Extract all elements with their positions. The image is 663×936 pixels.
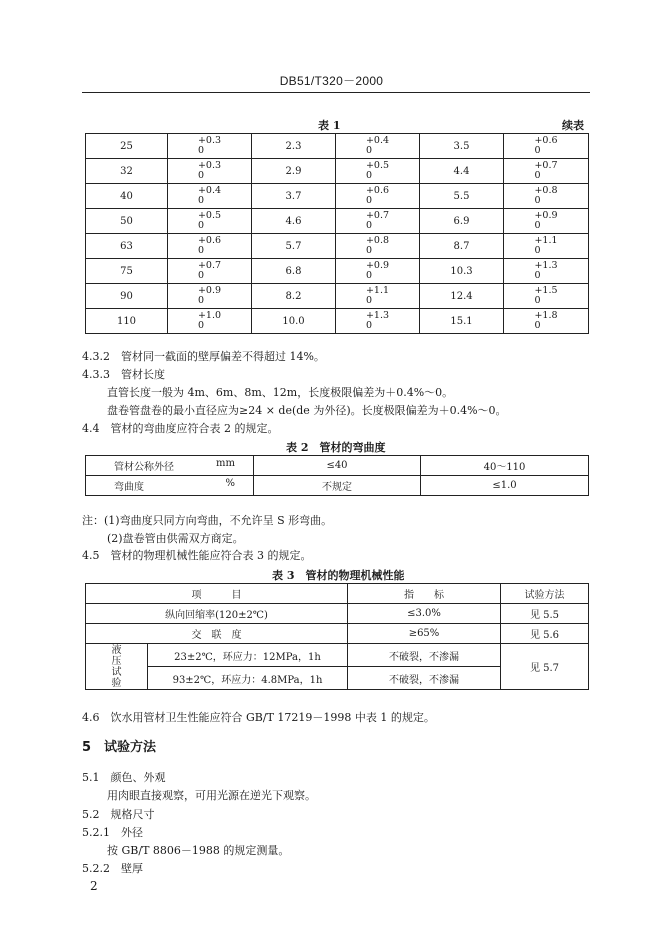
table-cell: 不规定: [254, 476, 421, 496]
dimension-cell: 75: [86, 259, 168, 284]
hydrostatic-test-label: 液 压 试 验: [86, 644, 148, 690]
tolerance-cell: +0.3 0: [168, 159, 252, 184]
table-cell: 弯曲度 %: [86, 476, 254, 496]
clause-5-2: 5.2 规格尺寸: [82, 808, 155, 821]
clause-5-2-2: 5.2.2 壁厚: [82, 862, 143, 875]
tolerance-cell: +0.9 0: [168, 284, 252, 309]
note-2: (2)盘卷管由供需双方商定。: [107, 532, 244, 545]
table3: [85, 583, 589, 690]
tolerance-cell: +0.9 0: [336, 259, 420, 284]
table-header-cell: 指 标: [348, 584, 501, 604]
section-5-heading: 5 试验方法: [82, 740, 157, 755]
tolerance-cell: +0.6 0: [336, 184, 420, 209]
dimension-cell: 90: [86, 284, 168, 309]
table-row: [86, 234, 589, 259]
coil-pipe-length-text: 盘卷管盘卷的最小直径应为≥24 × de(de 为外径)。长度极限偏差为＋0.4%～0。: [107, 404, 507, 417]
clause-4-3-3: 4.3.3 管材长度: [82, 368, 165, 381]
table2: [85, 455, 589, 496]
tolerance-cell: +1.1 0: [504, 234, 589, 259]
table-row: [86, 184, 589, 209]
tolerance-cell: +0.5 0: [336, 159, 420, 184]
table1-caption: 表 1: [318, 119, 341, 132]
table-cell: ≤3.0%: [348, 604, 501, 624]
table-row: [86, 624, 589, 644]
tolerance-cell: +0.7 0: [168, 259, 252, 284]
header-divider: [82, 92, 590, 93]
dimension-cell: 2.9: [252, 159, 336, 184]
table-cell: 纵向回缩率(120±2℃): [86, 604, 348, 624]
dimension-cell: 10.3: [420, 259, 504, 284]
table-row: [86, 604, 589, 624]
dimension-cell: 10.0: [252, 309, 336, 334]
table1-continued-label: 续表: [562, 119, 584, 132]
table-row: [86, 456, 589, 476]
table-cell: ≤40: [254, 456, 421, 476]
tolerance-cell: +1.1 0: [336, 284, 420, 309]
dimension-cell: 32: [86, 159, 168, 184]
table-cell: ≤1.0: [421, 476, 589, 496]
tolerance-cell: +1.5 0: [504, 284, 589, 309]
table-row: [86, 259, 589, 284]
note-1: 注：(1)弯曲度只同方向弯曲，不允许呈 S 形弯曲。: [82, 514, 333, 527]
dimension-cell: 8.7: [420, 234, 504, 259]
dimension-cell: 4.6: [252, 209, 336, 234]
table2-caption: 表 2 管材的弯曲度: [286, 441, 386, 454]
clause-4-4: 4.4 管材的弯曲度应符合表 2 的规定。: [82, 422, 279, 435]
tolerance-cell: +0.7 0: [504, 159, 589, 184]
table-row: [86, 284, 589, 309]
clause-4-6: 4.6 饮水用管材卫生性能应符合 GB/T 17219－1998 中表 1 的规定。: [82, 711, 435, 724]
straight-pipe-length-text: 直管长度一般为 4m、6m、8m、12m，长度极限偏差为＋0.4%～0。: [107, 386, 454, 399]
tolerance-cell: +0.8 0: [504, 184, 589, 209]
table1: [85, 133, 589, 334]
table-cell: 交 联 度: [86, 624, 348, 644]
table-row: [86, 309, 589, 334]
dimension-cell: 8.2: [252, 284, 336, 309]
dimension-cell: 2.3: [252, 134, 336, 159]
table-cell: 见 5.7: [501, 644, 589, 690]
tolerance-cell: +1.8 0: [504, 309, 589, 334]
clause-4-3-2: 4.3.2 管材同一截面的壁厚偏差不得超过 14%。: [82, 350, 325, 363]
table-header-row: [86, 584, 589, 604]
clause-5-2-1-text: 按 GB/T 8806－1988 的规定测量。: [107, 844, 290, 857]
tolerance-cell: +0.3 0: [168, 134, 252, 159]
table-cell: 见 5.6: [501, 624, 589, 644]
table-header-cell: 项 目: [86, 584, 348, 604]
table-cell: 不破裂，不渗漏: [348, 644, 501, 667]
table-row: [86, 209, 589, 234]
clause-4-5: 4.5 管材的物理机械性能应符合表 3 的规定。: [82, 549, 312, 562]
dimension-cell: 15.1: [420, 309, 504, 334]
dimension-cell: 40: [86, 184, 168, 209]
tolerance-cell: +0.6 0: [504, 134, 589, 159]
table-header-cell: 试验方法: [501, 584, 589, 604]
table-row: [86, 159, 589, 184]
page-number: 2: [90, 879, 98, 893]
dimension-cell: 110: [86, 309, 168, 334]
dimension-cell: 6.8: [252, 259, 336, 284]
tolerance-cell: +0.4 0: [336, 134, 420, 159]
table-row: [86, 644, 589, 667]
table-cell: ≥65%: [348, 624, 501, 644]
clause-5-2-1: 5.2.1 外径: [82, 826, 143, 839]
table3-caption: 表 3 管材的物理机械性能: [272, 569, 405, 582]
table-cell: 93±2℃，环应力：4.8MPa，1h: [148, 667, 348, 690]
dimension-cell: 4.4: [420, 159, 504, 184]
dimension-cell: 25: [86, 134, 168, 159]
table-row: [86, 476, 589, 496]
clause-5-1-text: 用肉眼直接观察，可用光源在逆光下观察。: [107, 789, 316, 802]
table-cell: 管材公称外径 mm: [86, 456, 254, 476]
table-cell: 40～110: [421, 456, 589, 476]
tolerance-cell: +1.3 0: [336, 309, 420, 334]
dimension-cell: 50: [86, 209, 168, 234]
tolerance-cell: +0.4 0: [168, 184, 252, 209]
tolerance-cell: +1.3 0: [504, 259, 589, 284]
table-row: [86, 134, 589, 159]
tolerance-cell: +0.7 0: [336, 209, 420, 234]
table-cell: 不破裂，不渗漏: [348, 667, 501, 690]
dimension-cell: 63: [86, 234, 168, 259]
clause-5-1: 5.1 颜色、外观: [82, 771, 166, 784]
table-cell: 23±2℃，环应力：12MPa，1h: [148, 644, 348, 667]
dimension-cell: 5.5: [420, 184, 504, 209]
tolerance-cell: +0.5 0: [168, 209, 252, 234]
tolerance-cell: +0.8 0: [336, 234, 420, 259]
dimension-cell: 3.5: [420, 134, 504, 159]
dimension-cell: 12.4: [420, 284, 504, 309]
tolerance-cell: +1.0 0: [168, 309, 252, 334]
dimension-cell: 3.7: [252, 184, 336, 209]
dimension-cell: 5.7: [252, 234, 336, 259]
tolerance-cell: +0.6 0: [168, 234, 252, 259]
tolerance-cell: +0.9 0: [504, 209, 589, 234]
table-cell: 见 5.5: [501, 604, 589, 624]
dimension-cell: 6.9: [420, 209, 504, 234]
standard-code: DB51/T320－2000: [279, 74, 384, 88]
